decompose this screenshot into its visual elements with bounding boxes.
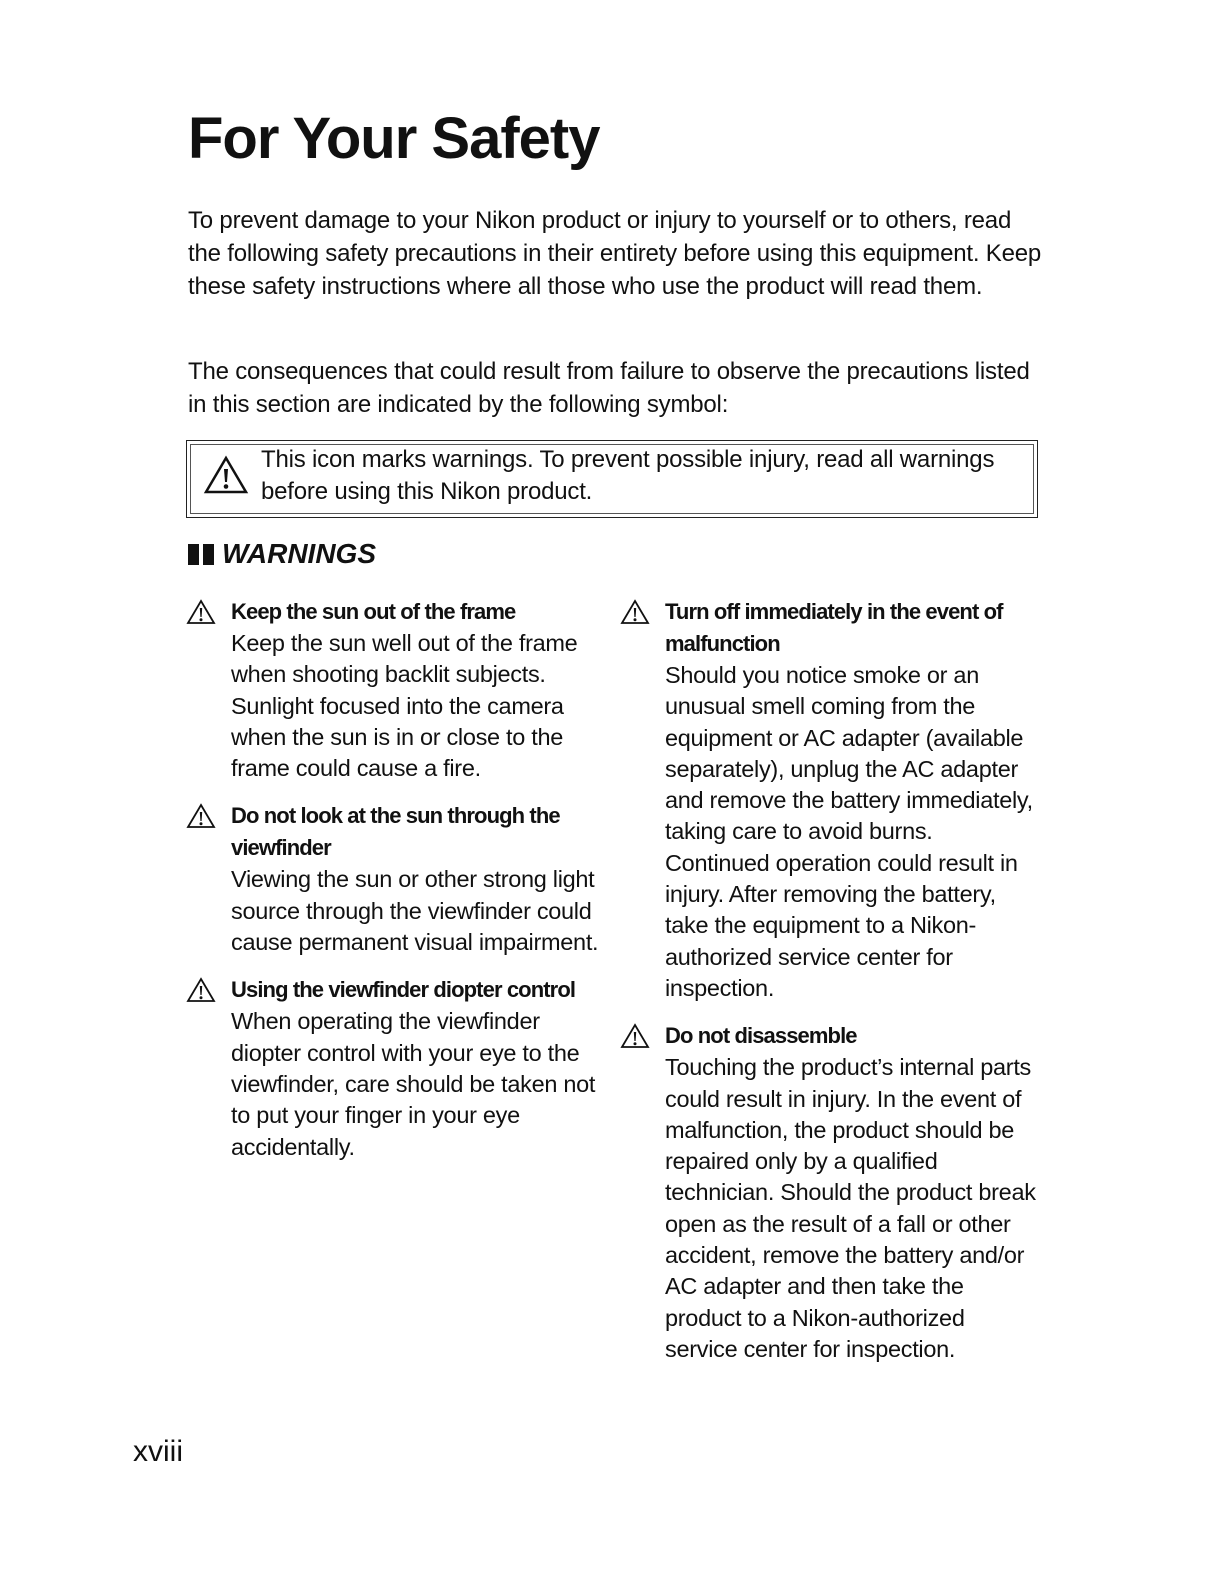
warning-triangle-icon bbox=[186, 977, 216, 1003]
section-marker-icon bbox=[188, 544, 214, 565]
warning-body: Should you notice smoke or an unusual smell coming from the equipment or AC adapter (available separately), unplug the AC adapter and remove the battery immediately, taking care to avoid burns. Continued operation could result in injury. After removing the battery, take the equipment to a Nikon-authorized service center for inspection. bbox=[665, 662, 1033, 1001]
warning-triangle-icon bbox=[203, 455, 249, 495]
section-heading-label: WARNINGS bbox=[222, 538, 376, 569]
notice-text: This icon marks warnings. To prevent possible injury, read all warnings before using this Nikon product. bbox=[261, 446, 995, 505]
page-number: xviii bbox=[133, 1435, 183, 1468]
warning-body: Keep the sun well out of the frame when shooting backlit subjects. Sunlight focused into the camera when the sun is in or close to the frame could cause a fire. bbox=[231, 630, 578, 782]
intro-paragraph: To prevent damage to your Nikon product or injury to yourself or to others, read the following safety precautions in their entirety before using this equipment. Keep these safety instructions where all those who use the product will read them. bbox=[188, 207, 1042, 300]
warning-item bbox=[186, 974, 606, 1162]
warning-item bbox=[620, 596, 1040, 1004]
warning-body: Viewing the sun or other strong light source through the viewfinder could cause permanent visual impairment. bbox=[231, 866, 599, 956]
warning-title: Do not look at the sun through the viewfinder bbox=[231, 803, 560, 861]
warnings-left-column bbox=[186, 596, 606, 1179]
warning-title: Do not disassemble bbox=[665, 1023, 857, 1049]
warning-triangle-icon bbox=[620, 599, 650, 625]
section-heading bbox=[188, 536, 376, 572]
warning-item bbox=[620, 1020, 1040, 1365]
intro-paragraph-symbol: The consequences that could result from failure to observe the precautions listed in this section are indicated by the following symbol: bbox=[188, 358, 1030, 418]
warning-body: Touching the product’s internal parts could result in injury. In the event of malfunction, the product should be repaired only by a qualified technician. Should the product break open as the result of a fall or other accident, remove the battery and/or AC adapter and then take the product to a Nikon-authorized service center for inspection. bbox=[665, 1054, 1036, 1362]
warning-triangle-icon bbox=[620, 1023, 650, 1049]
warning-notice-box bbox=[186, 440, 1038, 518]
warning-body: When operating the viewfinder diopter control with your eye to the viewfinder, care should be taken not to put your finger in your eye accidentally. bbox=[231, 1008, 596, 1160]
page-title: For Your Safety bbox=[188, 106, 600, 171]
warning-title: Turn off immediately in the event of malfunction bbox=[665, 599, 1003, 656]
warning-title: Keep the sun out of the frame bbox=[231, 599, 516, 624]
warning-triangle-icon bbox=[186, 599, 216, 625]
warning-triangle-icon bbox=[186, 803, 216, 829]
warning-item bbox=[186, 800, 606, 958]
warning-title: Using the viewfinder diopter control bbox=[231, 977, 576, 1003]
warnings-right-column bbox=[620, 596, 1040, 1381]
warning-item bbox=[186, 596, 606, 784]
